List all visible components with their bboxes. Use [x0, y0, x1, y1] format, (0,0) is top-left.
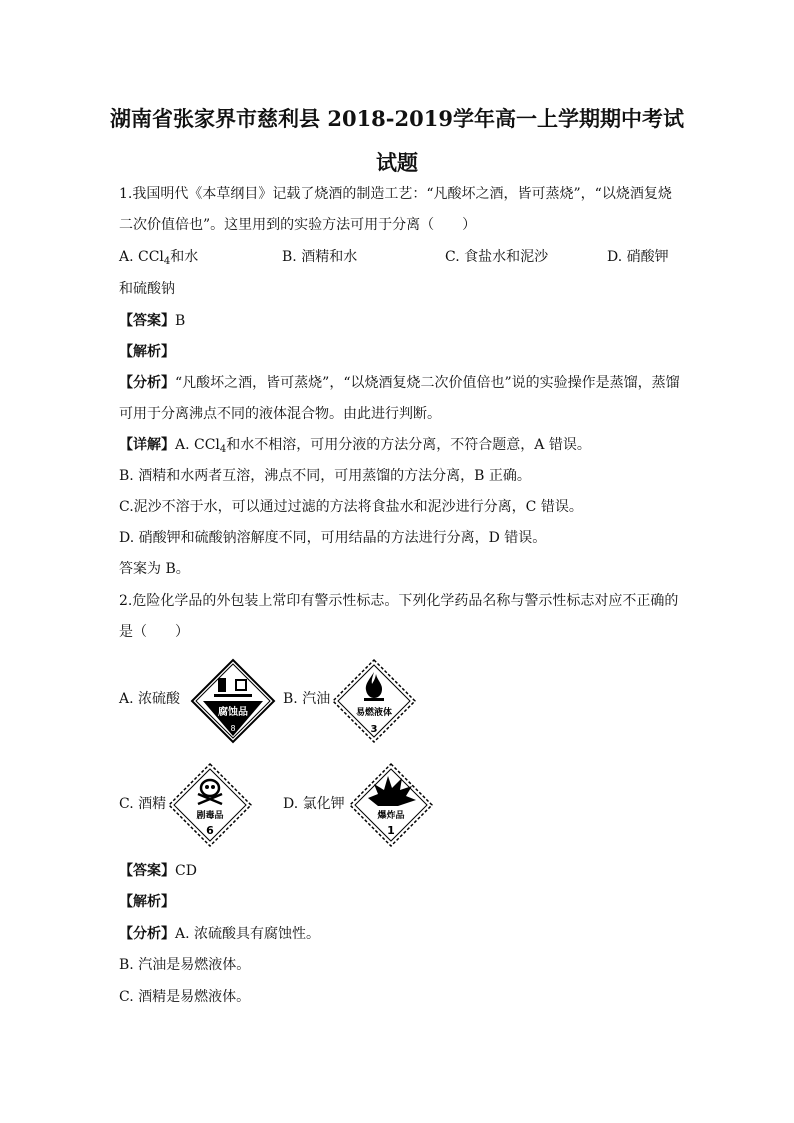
q2-analysis-heading: 【解析】: [119, 894, 175, 910]
q2-analysis-c: C. 酒精是易燃液体。: [119, 989, 251, 1005]
q2-answer: 【答案】CD: [119, 863, 197, 879]
q1-detail-c: C.泥沙不溶于水，可以通过过滤的方法将食盐水和泥沙进行分离，C 错误。: [119, 499, 583, 515]
flammable-liquid-sign-image: [331, 658, 417, 744]
q1-stem-cont: 二次价值倍也”。这里用到的实验方法可用于分离（ ）: [119, 217, 477, 233]
corrosive-test-tube-left-icon: [218, 678, 226, 692]
explosive-sign-number: 1: [387, 824, 395, 837]
flammable-liquid-sign-label: 易燃液体: [355, 708, 393, 718]
q1-option-d-cont: 和硫酸钠: [119, 281, 175, 297]
toxic-sign-image: [167, 762, 253, 848]
q2-option-b: B. 汽油: [283, 691, 331, 707]
flammable-liquid-sign-number: 3: [370, 724, 378, 735]
q1-option-c: C. 食盐水和泥沙: [445, 249, 549, 265]
q1-detail-b: B. 酒精和水两者互溶，沸点不同，可用蒸馏的方法分离，B 正确。: [119, 468, 531, 484]
q1-conclusion: 答案为 B。: [119, 561, 190, 577]
q1-detail-d: D. 硝酸钾和硫酸钠溶解度不同，可用结晶的方法进行分离，D 错误。: [119, 530, 547, 546]
q2-option-c: C. 酒精: [119, 796, 167, 812]
q1-analysis-fenxi: 【分析】“凡酸坏之酒，皆可蒸烧”，“以烧酒复烧二次价值倍也”说的实验操作是蒸馏，蒸馏: [119, 375, 680, 391]
corrosive-sign-label: 腐蚀品: [218, 707, 248, 718]
toxic-sign-number: 6: [206, 824, 214, 837]
q2-option-d: D. 氯化钾: [283, 796, 345, 812]
q1-option-a: A. CCl$_4$和水: [119, 249, 199, 267]
q2-stem-cont: 是（ ）: [119, 624, 189, 640]
q1-detail-a: 【详解】A. CCl$_4$和水不相溶，可用分液的方法分离，不符合题意，A 错误。: [119, 437, 591, 455]
q2-option-a: A. 浓硫酸: [119, 691, 181, 707]
explosive-sign-image: [348, 762, 434, 848]
q2-stem: 2.危险化学品的外包装上常印有警示性标志。下列化学药品名称与警示性标志对应不正确的: [119, 593, 679, 609]
q1-analysis-fenxi-cont: 可用于分离沸点不同的液体混合物。由此进行判断。: [119, 406, 441, 422]
q1-stem: 1.我国明代《本草纲目》记载了烧酒的制造工艺：“凡酸坏之酒，皆可蒸烧”，“以烧酒复烧: [119, 186, 672, 202]
q1-option-b: B. 酒精和水: [282, 249, 358, 265]
explosive-sign-label: 爆炸品: [377, 811, 405, 821]
q1-option-d: D. 硝酸钾: [607, 249, 669, 265]
q1-answer: 【答案】B: [119, 313, 186, 329]
corrosive-sign-number: 8: [230, 724, 236, 733]
q1-analysis-heading: 【解析】: [119, 344, 175, 360]
q2-analysis-a: 【分析】A. 浓硫酸具有腐蚀性。: [119, 926, 321, 942]
page-title-cont: 试题: [376, 150, 418, 175]
toxic-sign-label: 剧毒品: [196, 811, 224, 821]
q2-analysis-b: B. 汽油是易燃液体。: [119, 957, 251, 973]
page-title: 湖南省张家界市慈利县 2018-2019学年高一上学期期中考试: [110, 106, 684, 131]
corrosive-sign-image: [190, 658, 276, 744]
